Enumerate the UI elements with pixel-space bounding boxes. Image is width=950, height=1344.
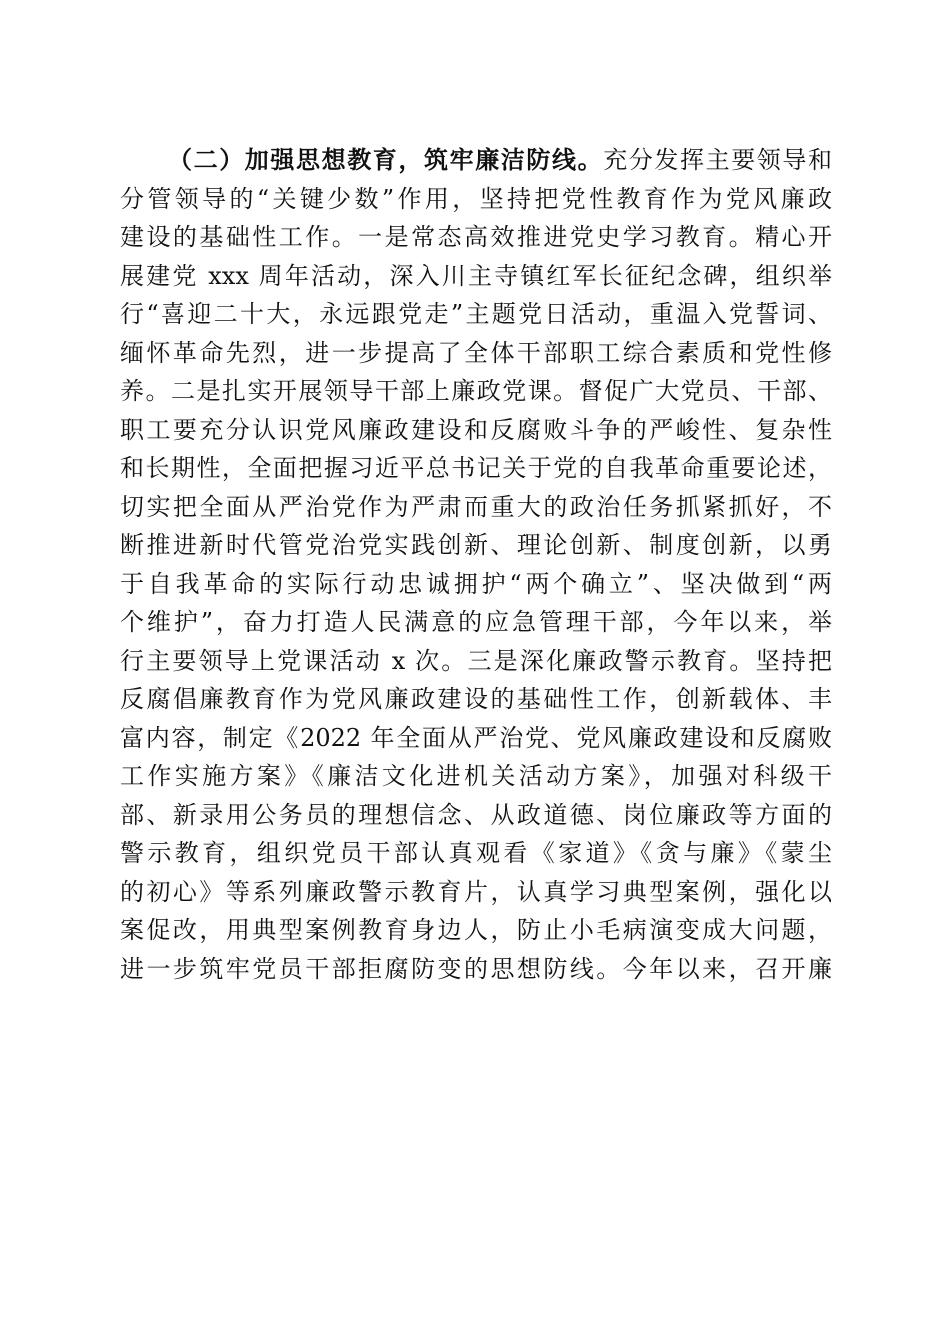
paragraph-line: 部、新录用公务员的理想信念、从政道德、岗位廉政等方面的 — [120, 800, 832, 829]
paragraph-line: 缅怀革命先烈，进一步提高了全体干部职工综合素质和党性修 — [120, 338, 832, 367]
paragraph-line: 富内容，制定《2022 年全面从严治党、党风廉政建设和反腐败 — [120, 723, 832, 752]
paragraph-line: 案促改，用典型案例教育身边人，防止小毛病演变成大问题， — [120, 916, 832, 944]
body-paragraph — [120, 141, 832, 988]
paragraph-line: 展建党 xxx 周年活动，深入川主寺镇红军长征纪念碑，组织举 — [120, 261, 832, 290]
paragraph-line: 个维护”，奋力打造人民满意的应急管理干部，今年以来，举 — [120, 608, 832, 636]
paragraph-line: 工作实施方案》《廉洁文化进机关活动方案》，加强对科级干 — [120, 762, 832, 790]
paragraph-line — [120, 141, 832, 180]
paragraph-line: 的初心》等系列廉政警示教育片，认真学习典型案例，强化以 — [120, 877, 832, 906]
paragraph-line: 职工要充分认识党风廉政建设和反腐败斗争的严峻性、复杂性 — [120, 415, 832, 444]
paragraph-line: 反腐倡廉教育作为党风廉政建设的基础性工作，创新载体、丰 — [120, 685, 832, 713]
paragraph-line: 行“喜迎二十大，永远跟党走”主题党日活动，重温入党誓词、 — [120, 300, 832, 328]
paragraph-line: 行主要领导上党课活动 x 次。三是深化廉政警示教育。坚持把 — [120, 646, 832, 675]
paragraph-line: 进一步筑牢党员干部拒腐防变的思想防线。今年以来，召开廉 — [120, 954, 832, 983]
paragraph-line: 断推进新时代管党治党实践创新、理论创新、制度创新，以勇 — [120, 531, 832, 559]
heading-line-continuation: 充分发挥主要领导和 — [603, 146, 833, 174]
paragraph-line: 警示教育，组织党员干部认真观看《家道》《贪与廉》《蒙尘 — [120, 839, 832, 867]
paragraph-line: 分管领导的“关键少数”作用，坚持把党性教育作为党风廉政 — [120, 184, 832, 213]
paragraph-line: 于自我革命的实际行动忠诚拥护“两个确立”、坚决做到“两 — [120, 569, 832, 598]
paragraph-line: 和长期性，全面把握习近平总书记关于党的自我革命重要论述， — [120, 454, 832, 482]
section-heading: （二）加强思想教育，筑牢廉洁防线。 — [168, 145, 604, 174]
paragraph-line: 养。二是扎实开展领导干部上廉政党课。督促广大党员、干部、 — [120, 377, 832, 405]
paragraph-line: 建设的基础性工作。一是常态高效推进党史学习教育。精心开 — [120, 223, 832, 251]
paragraph-line: 切实把全面从严治党作为严肃而重大的政治任务抓紧抓好，不 — [120, 492, 832, 521]
